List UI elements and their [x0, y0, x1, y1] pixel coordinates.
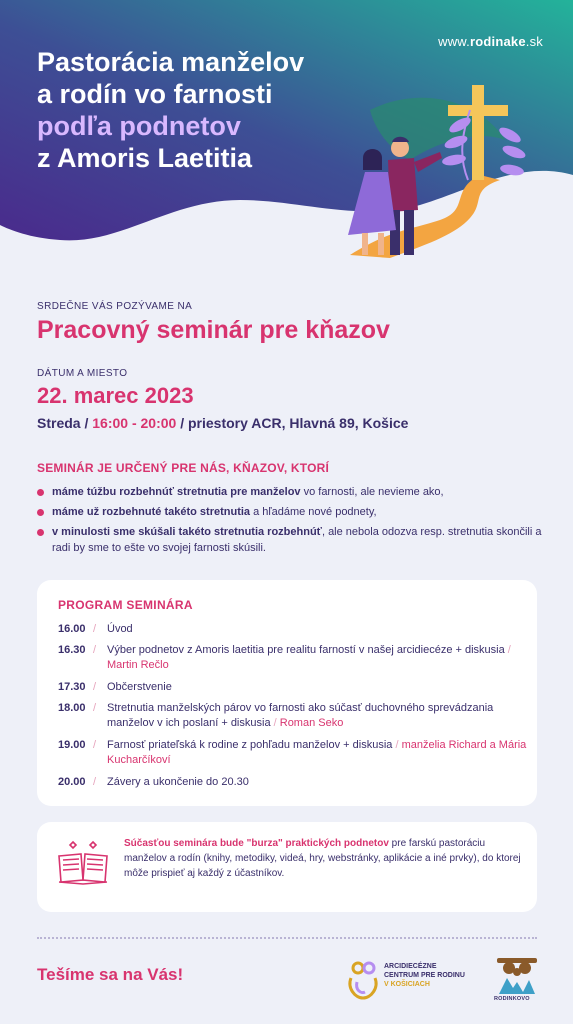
program-time: 18.00	[58, 702, 86, 714]
acr-logo-text: ARCIDIECÉZNE CENTRUM PRE RODINU V KOŠICIACH	[384, 963, 465, 988]
invite-label: SRDEČNE VÁS POZÝVAME NA	[37, 301, 193, 312]
program-text: Výber podnetov z Amoris laetitia pre realitu farností v našej arcidiecéze + diskusia / Martin Rečlo	[107, 644, 511, 671]
title-line-1: Pastorácia manželov	[37, 47, 305, 77]
list-item: v minulosti sme skúšali takéto stretnutia rozbehnúť, ale nebola odozva resp. stretnutia skončili a radi by sme to ešte vo svojej farnosti skúsili.	[37, 524, 547, 556]
title-line-3: podľa podnetov	[37, 111, 241, 141]
bullet-dot-icon	[37, 489, 44, 496]
title-line-2: a rodín vo farnosti	[37, 79, 273, 109]
program-time: 19.00	[58, 739, 86, 751]
rodinkovo-logo-icon	[495, 954, 539, 996]
bullet-dot-icon	[37, 509, 44, 516]
program-text: Občerstvenie	[107, 681, 172, 693]
page-title	[37, 46, 304, 174]
rodinkovo-logo-text: RODINKOVO	[494, 996, 530, 1002]
program-time: 16.30	[58, 644, 86, 656]
hero-banner	[0, 0, 573, 260]
burza-text: Súčasťou seminára bude "burza" praktických podnetov pre farskú pastoráciu manželov a rodín (knihy, metodiky, videá, hry, webstránky, aplikácie a iné prvky), do ktorej môže prispieť aj každý z účastníkov.	[124, 838, 521, 879]
open-book-icon	[55, 836, 111, 892]
date-place-label: DÁTUM A MIESTO	[37, 368, 128, 379]
program-text: Farnosť priateľská k rodine z pohľadu manželov + diskusia / manželia Richard a Mária Kucharčíkoví	[107, 739, 527, 766]
bullet-dot-icon	[37, 529, 44, 536]
divider	[37, 937, 537, 939]
event-time: 16:00 - 20:00	[92, 415, 177, 431]
burza-card	[37, 822, 537, 912]
program-text: Stretnutia manželských párov vo farnosti ako súčasť duchovného sprevádzania manželov v ich poslaní + diskusia / Roman Seko	[107, 702, 494, 729]
event-date: 22. marec 2023	[37, 383, 194, 408]
website-url[interactable]: www.rodinake.sk	[438, 34, 543, 49]
speaker-name: manželia Richard a Mária Kucharčíkoví	[107, 739, 527, 766]
acr-logo-icon	[345, 958, 381, 1002]
seminar-title: Pracovný seminár pre kňazov	[37, 316, 390, 344]
list-item: máme už rozbehnuté takéto stretnutia a hľadáme nové podnety,	[37, 504, 547, 520]
list-item: máme túžbu rozbehnúť stretnutia pre manželov vo farnosti, ale nevieme ako,	[37, 484, 547, 500]
speaker-name: Roman Seko	[279, 717, 344, 729]
event-time-place	[37, 415, 408, 431]
speaker-name: Martin Rečlo	[107, 659, 169, 671]
event-place: / priestory ACR, Hlavná 89, Košice	[180, 415, 409, 431]
program-heading: PROGRAM SEMINÁRA	[58, 598, 193, 612]
program-text: Úvod	[107, 623, 133, 635]
program-time: 16.00	[58, 623, 86, 635]
couple-illustration	[330, 80, 530, 260]
closing-text: Tešíme sa na Vás!	[37, 965, 184, 984]
program-time: 20.00	[58, 776, 86, 788]
program-card: PROGRAM SEMINÁRA 16.00 / Úvod 16.30 / Výber podnetov z Amoris laetitia pre realitu farností v našej arcidiecéze + diskusia / Martin Rečlo 17.30 / Občerstvenie 18.00 / Stretnutia manželských párov vo farnosti ako súčasť duchovného sprevádzania manželov v ich poslaní + diskusia / Roman Seko 19.00 / Farnosť priateľská k rodine z pohľadu manželov + diskusia / manželia Richard a Mária Kucharčíkoví 20.00 / Závery a ukončenie do 20.30	[37, 580, 537, 806]
program-text: Závery a ukončenie do 20.30	[107, 776, 249, 788]
event-day: Streda /	[37, 415, 89, 431]
audience-list	[37, 484, 547, 560]
program-time: 17.30	[58, 681, 86, 693]
audience-heading: SEMINÁR JE URČENÝ PRE NÁS, KŇAZOV, KTORÍ	[37, 461, 330, 475]
title-line-4: z Amoris Laetitia	[37, 143, 253, 173]
